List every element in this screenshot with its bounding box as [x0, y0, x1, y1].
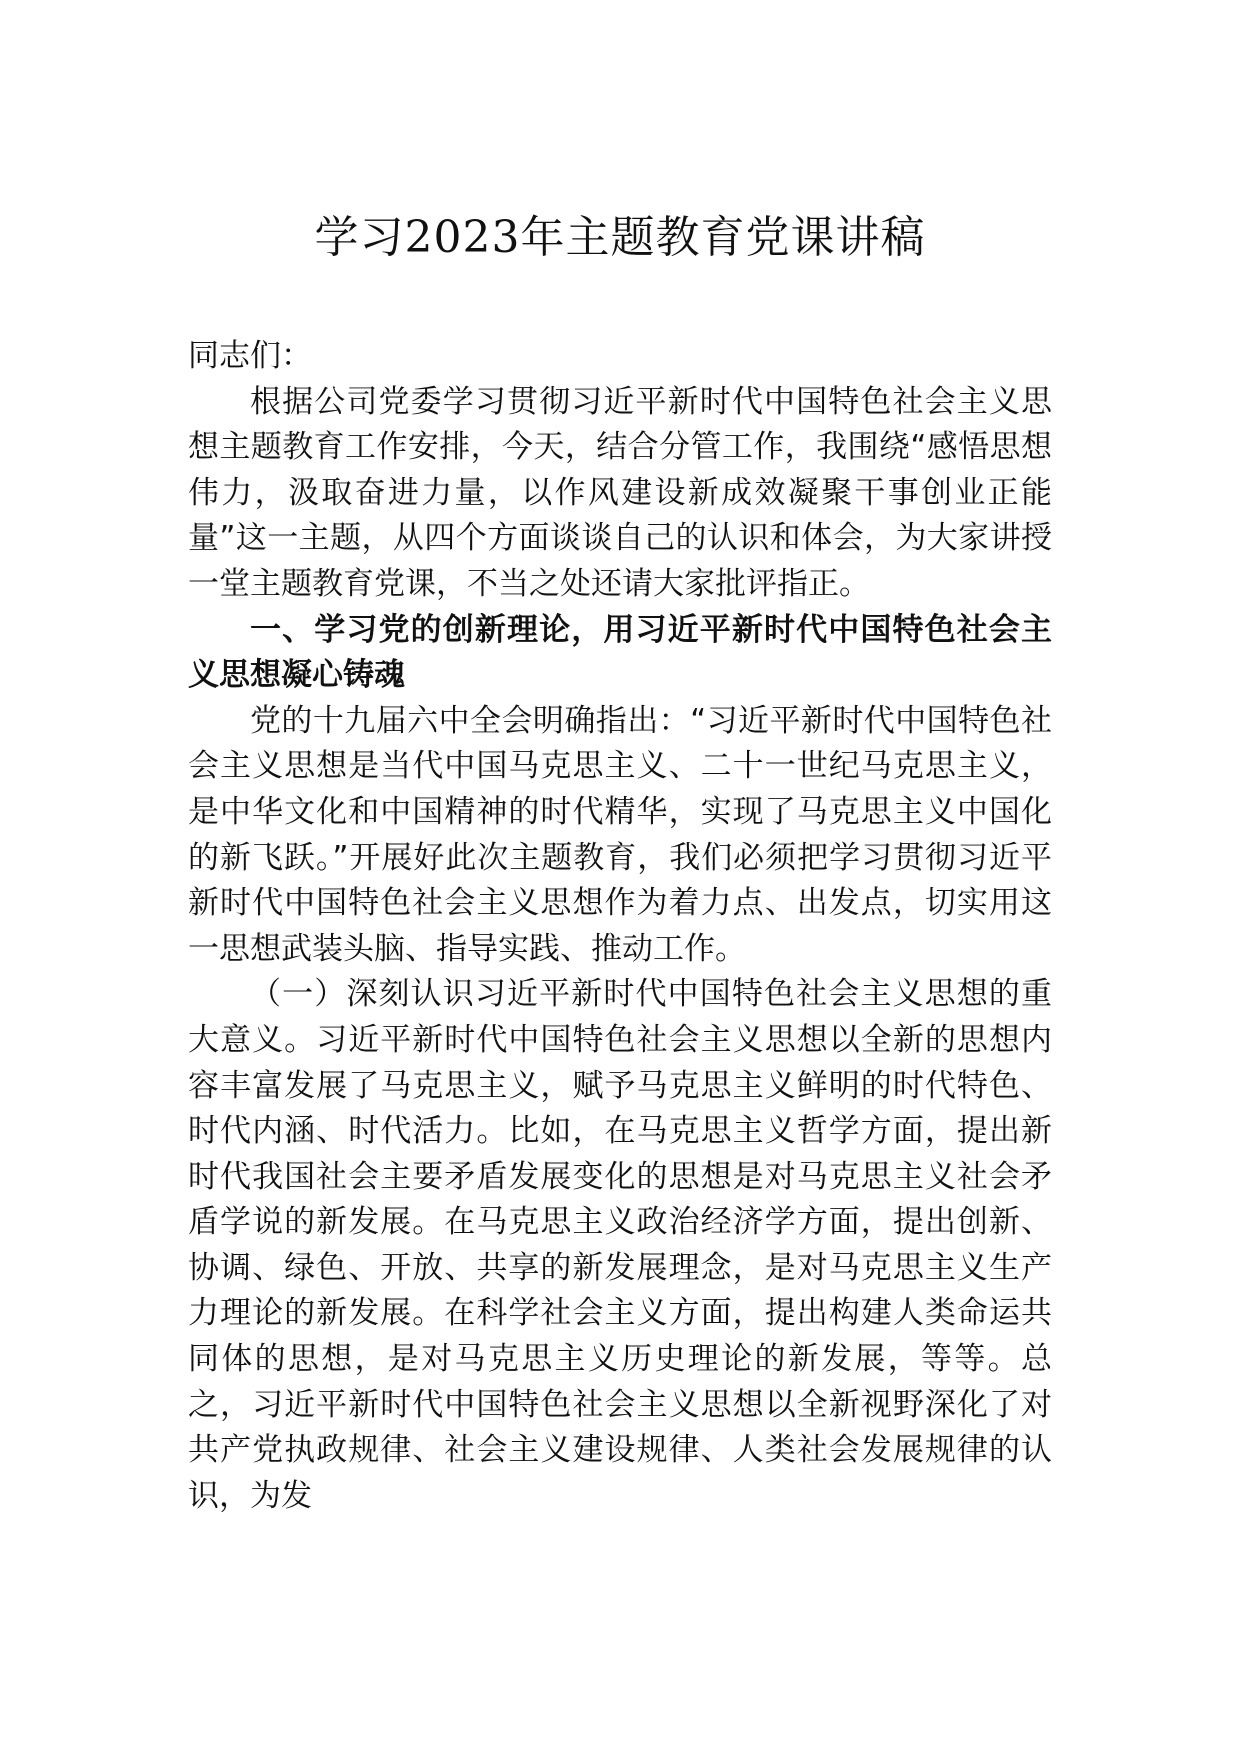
section-heading-1: 一、学习党的创新理论，用习近平新时代中国特色社会主义思想凝心铸魂: [188, 611, 1052, 694]
section-1-paragraph-2: （一）深刻认识习近平新时代中国特色社会主义思想的重大意义。习近平新时代中国特色社会主义思想以全新的思想内容丰富发展了马克思主义，赋予马克思主义鲜明的时代特色、时代内涵、时代活力。比如，在马克思主义哲学方面，提出新时代我国社会主要矛盾发展变化的思想是对马克思主义社会矛盾学说的新发展。在马克思主义政治经济学方面，提出创新、协调、绿色、开放、共享的新发展理念，是对马克思主义生产力理论的新发展。在科学社会主义方面，提出构建人类命运共同体的思想，是对马克思主义历史理论的新发展，等等。总之，习近平新时代中国特色社会主义思想以全新视野深化了对共产党执政规律、社会主义建设规律、人类社会发展规律的认识，为发: [188, 976, 1052, 1514]
document-title: 学习2023年主题教育党课讲稿: [314, 212, 926, 263]
salutation: 同志们：: [188, 338, 312, 374]
document-body: [188, 334, 1052, 1519]
section-1-paragraph-1: 党的十九届六中全会明确指出：“习近平新时代中国特色社会主义思想是当代中国马克思主义、二十一世纪马克思主义，是中华文化和中国精神的时代精华，实现了马克思主义中国化的新飞跃。”开展好此次主题教育，我们必须把学习贯彻习近平新时代中国特色社会主义思想作为着力点、出发点，切实用这一思想武装头脑、指导实践、推动工作。: [188, 702, 1052, 967]
intro-paragraph: 根据公司党委学习贯彻习近平新时代中国特色社会主义思想主题教育工作安排，今天，结合分管工作，我围绕“感悟思想伟力，汲取奋进力量，以作风建设新成效凝聚干事创业正能量”这一主题，从四个方面谈谈自己的认识和体会，为大家讲授一堂主题教育党课，不当之处还请大家批评指正。: [188, 383, 1052, 602]
